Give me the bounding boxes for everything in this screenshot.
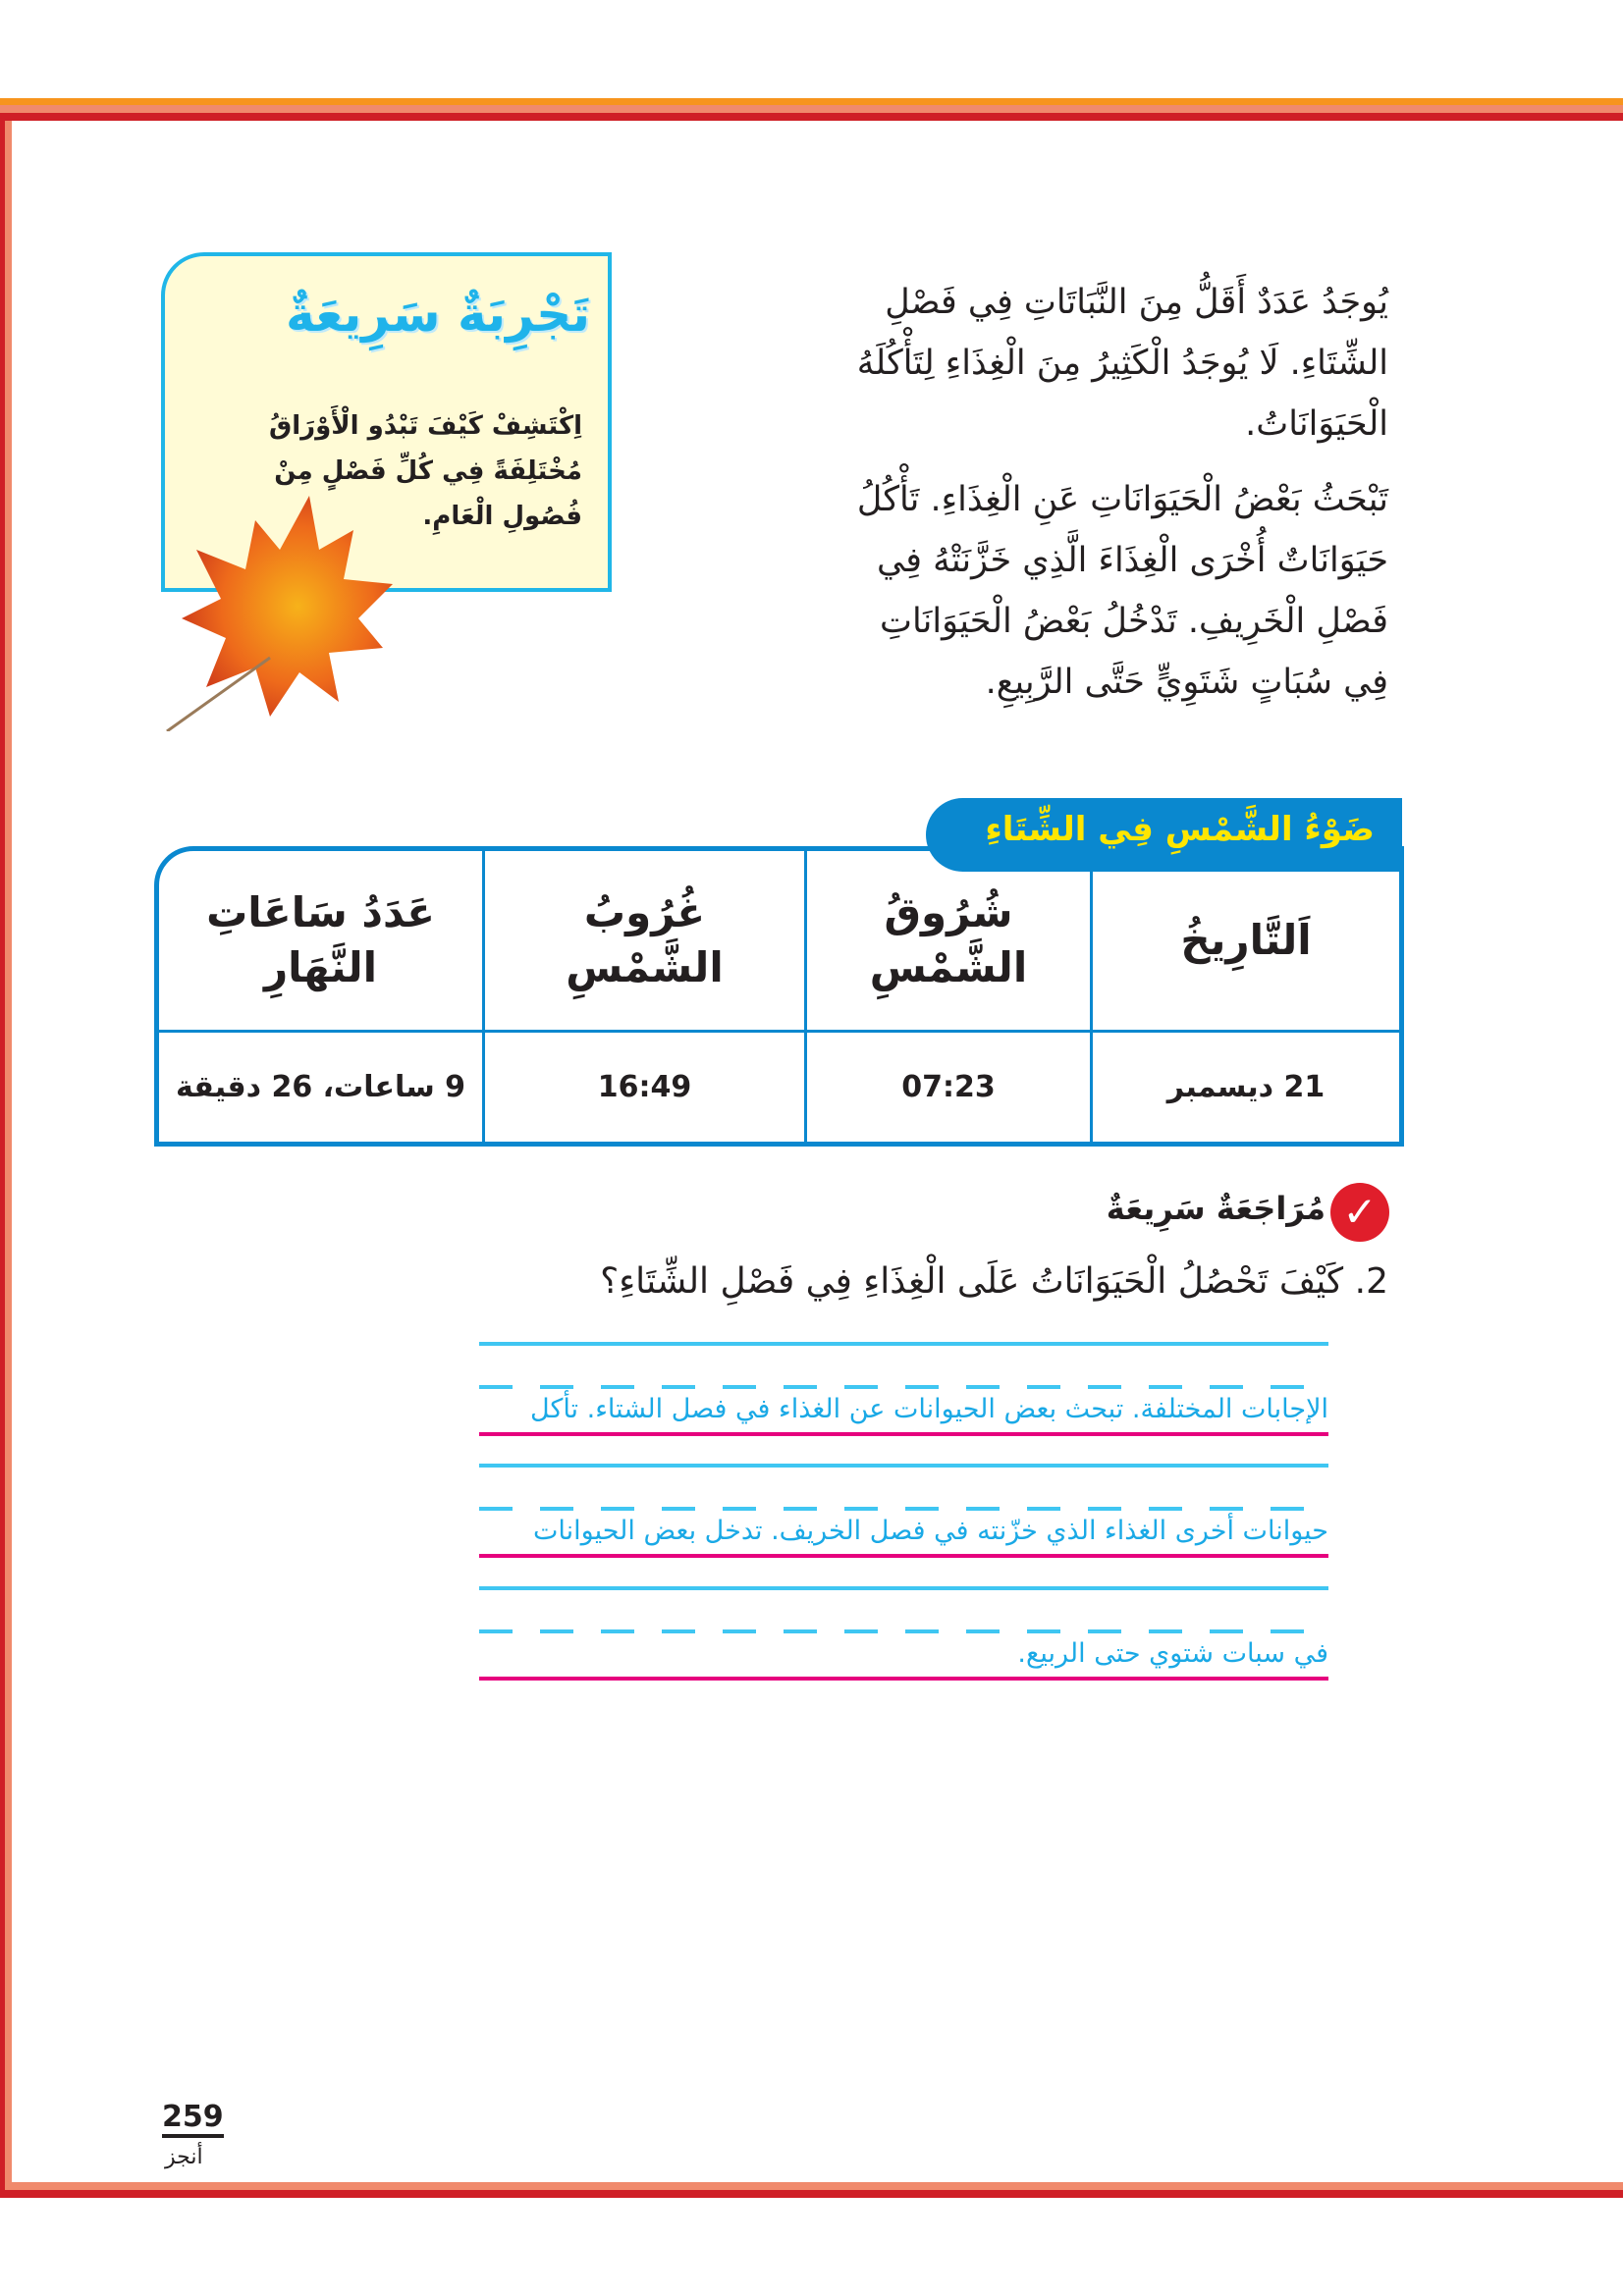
- page-frame-bottom-red: [0, 2190, 1623, 2198]
- cell-sunset: 16:49: [484, 1032, 806, 1143]
- page-frame-left-salmon: [5, 121, 12, 2182]
- answer-line-1[interactable]: الإجابات المختلفة. تبحث بعض الحيوانات عن الغذاء في فصل الشتاء. تأكل: [530, 1394, 1328, 1424]
- review-title: مُرَاجَعَةٌ سَرِيعَةٌ: [1106, 1190, 1325, 1227]
- page-label: أنجز: [165, 2145, 203, 2169]
- cell-daylight-hours: 9 ساعات، 26 دقيقة: [159, 1032, 484, 1143]
- paragraph-1: يُوجَدُ عَدَدٌ أَقَلُّ مِنَ النَّبَاتَاتِ فِي فَصْلِ الشِّتَاءِ. لَا يُوجَدُ الْكَثِيرُ مِنَ الْغِذَاءِ لِتَأْكُلَهُ الْحَيَوَانَاتُ.: [856, 283, 1388, 444]
- table-row: [159, 1032, 1399, 1143]
- header-daylight-hours: عَدَدُ سَاعَاتِ النَّهَارِ: [159, 851, 484, 1032]
- quick-lab-title: تَجْرِبَةٌ سَرِيعَةٌ: [285, 286, 590, 343]
- writing-line-base: [479, 1432, 1328, 1436]
- page-frame-top-salmon: [0, 105, 1623, 113]
- review-question: 2. كَيْفَ تَحْصُلُ الْحَيَوَانَاتُ عَلَى الْغِذَاءِ فِي فَصْلِ الشِّتَاءِ؟: [600, 1261, 1388, 1302]
- answer-line-3[interactable]: في سبات شتوي حتى الربيع.: [1017, 1638, 1328, 1669]
- answer-line-2[interactable]: حيوانات أخرى الغذاء الذي خزّنته في فصل الخريف. تدخل بعض الحيوانات: [532, 1516, 1328, 1546]
- page-frame-top-orange: [0, 98, 1623, 105]
- cell-date: 21 ديسمبر: [1092, 1032, 1400, 1143]
- table-title-tab: [926, 798, 1402, 872]
- writing-line-base: [479, 1554, 1328, 1558]
- page-frame-top-red: [0, 113, 1623, 121]
- writing-line-mid: [479, 1507, 1328, 1511]
- page-frame-bottom-salmon: [5, 2182, 1623, 2190]
- cell-sunrise: 07:23: [806, 1032, 1092, 1143]
- writing-line-mid: [479, 1629, 1328, 1633]
- paragraph-2: تَبْحَثُ بَعْضُ الْحَيَوَانَاتِ عَنِ الْغِذَاءِ. تَأْكُلُ حَيَوَانَاتٌ أُخْرَى الْغِذَاءَ الَّذِي خَزَّنَتْهُ فِي فَصْلِ الْخَرِيفِ. تَدْخُلُ بَعْضُ الْحَيَوَانَاتِ فِي سُبَاتٍ شَتَوِيٍّ حَتَّى الرَّبِيعِ.: [856, 480, 1388, 702]
- header-date: اَلتَّارِيخُ: [1092, 851, 1400, 1032]
- check-mark-icon: ✓: [1330, 1183, 1389, 1242]
- writing-line-base: [479, 1677, 1328, 1681]
- writing-line-mid: [479, 1385, 1328, 1389]
- writing-line-top: [479, 1586, 1328, 1590]
- writing-line-top: [479, 1464, 1328, 1468]
- quick-lab-body: اِكْتَشِفْ كَيْفَ تَبْدُو الْأَوْرَاقُ مُخْتَلِفَةً فِي كُلِّ فَصْلٍ مِنْ فُصُولِ الْعَامِ.: [268, 411, 582, 531]
- header-sunset: غُرُوبُ الشَّمْسِ: [484, 851, 806, 1032]
- table-title: ضَوْءُ الشَّمْسِ فِي الشِّتَاءِ: [985, 810, 1375, 849]
- writing-line-top: [479, 1342, 1328, 1346]
- maple-leaf-icon: [162, 491, 398, 731]
- page-number: 259: [162, 2101, 224, 2138]
- sunlight-table: [154, 846, 1404, 1147]
- header-sunrise: شُرُوقُ الشَّمْسِ: [806, 851, 1092, 1032]
